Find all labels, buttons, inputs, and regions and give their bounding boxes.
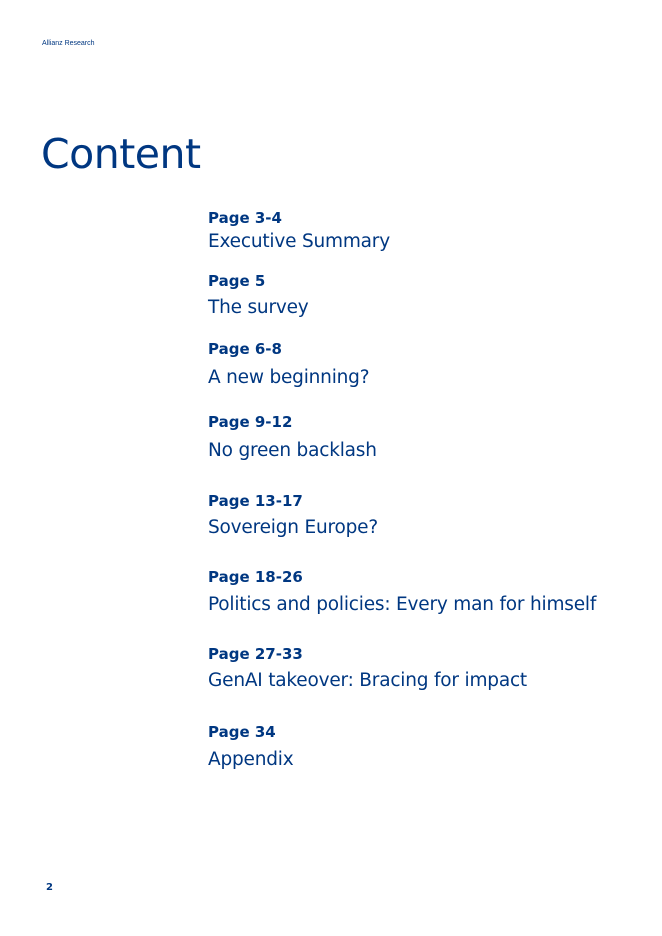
- toc-section-title: The survey: [208, 297, 309, 318]
- toc-page-range: Page 3-4: [208, 209, 282, 227]
- toc-section-title: A new beginning?: [208, 367, 370, 388]
- toc-section-title: No green backlash: [208, 440, 377, 461]
- toc-entry-sovereign-europe[interactable]: [208, 492, 648, 539]
- page-number: 2: [46, 882, 53, 893]
- toc-page-range: Page 9-12: [208, 413, 293, 431]
- page-title: Content: [41, 130, 201, 178]
- toc-entry-politics-and-policies[interactable]: [208, 568, 648, 616]
- toc-section-title: Politics and policies: Every man for himself: [208, 594, 597, 615]
- toc-page-range: Page 18-26: [208, 568, 303, 586]
- toc-page-range: Page 13-17: [208, 492, 303, 510]
- toc-entry-no-green-backlash[interactable]: [208, 413, 648, 462]
- toc-section-title: Appendix: [208, 749, 294, 770]
- toc-section-title: Sovereign Europe?: [208, 517, 378, 538]
- toc-page-range: Page 34: [208, 723, 276, 741]
- toc-entry-genai-takeover[interactable]: [208, 645, 648, 692]
- toc-page-range: Page 6-8: [208, 340, 282, 358]
- toc-entry-a-new-beginning[interactable]: [208, 340, 648, 389]
- toc-entry-executive-summary[interactable]: [208, 209, 648, 253]
- toc-section-title: Executive Summary: [208, 231, 390, 252]
- toc-page-range: Page 5: [208, 272, 266, 290]
- toc-entry-the-survey[interactable]: [208, 272, 648, 319]
- toc-page-range: Page 27-33: [208, 645, 303, 663]
- toc-entry-appendix[interactable]: [208, 723, 648, 771]
- toc-section-title: GenAI takeover: Bracing for impact: [208, 670, 527, 691]
- header-brand: Allianz Research: [42, 40, 95, 47]
